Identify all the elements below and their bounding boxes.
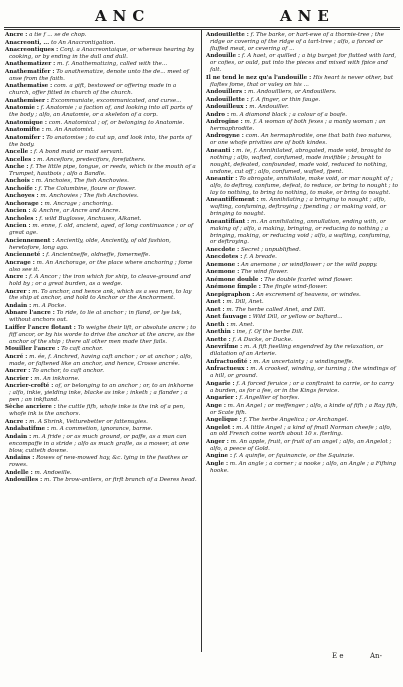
dictionary-entry: [206, 53, 398, 74]
entry-headword: Anecdotes :: [206, 254, 243, 261]
entry-headword: Anathematise :: [5, 83, 53, 90]
dictionary-entry: [206, 329, 398, 336]
dictionary-entry: [5, 426, 197, 433]
entry-definition: To caft anchor.: [61, 346, 103, 353]
entry-definition: To anatomise ; to cut up, and look into, the parts of the body.: [9, 134, 192, 148]
entry-headword: Anathematizer :: [5, 61, 56, 68]
entry-definition: An excrement of heavens, or windes.: [256, 291, 361, 298]
dictionary-entry: [206, 322, 398, 329]
entry-headword: Anchoife :: [5, 185, 37, 192]
dictionary-entry: [206, 219, 398, 247]
entry-definition: Rowes of new-mowed hay, &c. lying in the fwathes or rowes.: [9, 455, 188, 469]
entry-definition: f. A bond maid or maid servant.: [33, 149, 124, 156]
entry-definition: to An Anacrontigation.: [50, 39, 116, 46]
entry-definition: m. To anchor, and hence ank, which as a sea men, to lay the ship at anchor, and hold to Anchor or the Anchorment.: [9, 288, 192, 302]
entry-definition: f. Ancientneffe, oldneffe, fomerneffe.: [46, 252, 151, 259]
entry-headword: Ancre :: [5, 274, 28, 281]
dictionary-entry: [5, 208, 197, 215]
entry-definition: f. A haet, or quilled ; a big burget for flutted with lard, or cofies, or ould, put into the pieces and mixed with fpice and falt.: [210, 53, 397, 74]
entry-headword: Anevrifme :: [206, 344, 243, 351]
entry-headword: Anatomique :: [5, 119, 47, 126]
header-rule: [4, 27, 400, 28]
dictionary-entry: [206, 403, 398, 417]
dictionary-entry: [206, 133, 398, 147]
dictionary-entry: [5, 61, 197, 68]
entry-definition: m. The brow-antlers, or firft branch of a Deeres head.: [44, 477, 197, 484]
entry-definition: f. The Columbine, floure or flower.: [38, 185, 136, 192]
dictionary-entry: [206, 262, 398, 269]
dictionary-entry: [206, 89, 398, 96]
entry-headword: Anatomie :: [5, 105, 39, 112]
dictionary-entry: [5, 383, 197, 404]
entry-headword: Anacreonti, ...: [5, 39, 50, 46]
dictionary-entry: [5, 98, 197, 105]
entry-definition: m. A diamond black ; a colour of a boafe.: [230, 111, 348, 118]
dictionary-entry: [5, 40, 197, 47]
entry-definition: f. wild Buglosse, Anchuses, Alkanet.: [39, 215, 142, 222]
entry-definition: m. Dill, Anet.: [226, 299, 264, 306]
dictionary-entry: [5, 149, 197, 156]
dictionary-entry: [5, 404, 197, 418]
entry-headword: Anecdote :: [206, 246, 240, 253]
entry-definition: f. Anatomie ; a faction of, and looking into all parts of the body ; alfo, an Anatomie, or a skeleton of a corp.: [9, 105, 193, 119]
entry-definition: m. Ancrage ; anchoring.: [44, 200, 113, 207]
entry-definition: f. Angellier of horfes.: [239, 395, 300, 402]
entry-headword: Anathematifer :: [5, 68, 55, 75]
dictionary-entry: [5, 164, 197, 178]
entry-headword: Angelique :: [206, 417, 242, 424]
entry-headword: Anémone fimple :: [206, 284, 261, 291]
entry-headword: Angarie :: [206, 380, 235, 387]
entry-headword: Il ne tend le nez qu'a l'andouille :: [206, 74, 312, 81]
entry-headword: Aneanti :: [206, 147, 235, 154]
dictionary-entry: [5, 223, 197, 237]
entry-headword: Anet :: [206, 306, 225, 313]
dictionary-entry: [206, 75, 398, 89]
entry-definition: m. Andoeille.: [34, 469, 72, 476]
entry-headword: Aneantiffant :: [206, 218, 250, 225]
dictionary-entry: [206, 417, 398, 424]
dictionary-entry: [5, 260, 197, 274]
entry-definition: f. A forced feruice ; or a conftraint to carrie, or to carry a burden, as for a fee, or in the Kings fervice.: [210, 380, 394, 394]
dictionary-entry: [5, 252, 197, 259]
entry-definition: To anchor, to caft anchor.: [32, 368, 104, 375]
entry-headword: Anémone double :: [206, 276, 263, 283]
dictionary-entry: [5, 69, 197, 83]
entry-definition: of, or belonging to an anchor ; or, to an inkhorne ; alfo, inkie, yielding inke, blacke as inke ; inketh ; a flander ; a pen ; an inkftand.: [9, 383, 194, 403]
entry-definition: ine, f. Of the herbe Dill.: [236, 329, 304, 336]
entry-headword: Abnare l'ancre :: [5, 310, 55, 317]
dictionary-entry: [5, 238, 197, 252]
entry-headword: Anatomifer :: [5, 134, 45, 141]
entry-headword: Ancre :: [5, 418, 28, 425]
header-rule-double: [4, 29, 400, 30]
entry-definition: m. Andouiller.: [249, 104, 289, 111]
dictionary-entry: [206, 359, 398, 366]
dictionary-entry: [5, 193, 197, 200]
dictionary-entry: [5, 434, 197, 455]
entry-headword: Andains :: [5, 455, 35, 462]
entry-definition: Wild Dill, or yellow or baftard...: [252, 314, 343, 321]
entry-headword: Andouilleux :: [206, 104, 248, 111]
dictionary-entry: [5, 419, 197, 426]
entry-headword: Androgyne :: [206, 133, 244, 140]
dictionary-entry: [206, 284, 398, 291]
dictionary-entry: [5, 83, 197, 97]
running-header: [0, 5, 403, 27]
entry-headword: Ancrier-crofté :: [5, 383, 54, 390]
entry-definition: Secret ; unpublifhed.: [240, 246, 301, 253]
entry-definition: & Anchre, ar Ancre and Ancre.: [32, 208, 121, 215]
entry-definition: m. f. A woman of both fexes ; a manly woman ; an hermaphrodite.: [210, 119, 386, 132]
entry-definition: m. 𝑓. Anathematizing, called with the...: [56, 61, 168, 68]
entry-headword: Ancrer :: [5, 288, 31, 295]
entry-definition: m. ée, f. Anchred, having caft anchor ; or at anchor ; alfo, made, or faftened like an anchor, and hence, Crosse ancrée.: [9, 353, 193, 367]
dictionary-entry: [206, 366, 398, 380]
entry-definition: His heart is never other, but flaftes fome, that or vuley on his ...: [210, 74, 394, 88]
entry-headword: Anacreontiques :: [5, 47, 59, 53]
entry-definition: m. A Pocke.: [32, 302, 67, 309]
entry-headword: Angelot :: [206, 424, 235, 431]
entry-headword: Anemone :: [206, 261, 240, 268]
dictionary-entry: [5, 32, 197, 39]
entry-headword: Andro :: [206, 111, 230, 118]
entry-definition: To anathematize, denote unto the de... meet of anse from the faith.: [9, 68, 189, 82]
entry-headword: Anfractueux :: [206, 366, 249, 373]
entry-definition: m. The herbe called Anet, and Dill.: [226, 306, 326, 313]
entry-headword: Angine :: [206, 453, 233, 460]
entry-definition: f. A Ducke, or Ducke.: [232, 336, 293, 343]
entry-headword: Ancrier :: [5, 375, 33, 382]
entry-headword: Andouillers :: [206, 89, 247, 96]
dictionary-entry: [206, 97, 398, 104]
entry-definition: m. Anchoies, The fish Anchovies.: [35, 178, 129, 185]
dictionary-entry: [5, 354, 197, 368]
entry-definition: m. An Anatomist.: [45, 127, 95, 134]
entry-headword: Ancelles :: [5, 156, 36, 163]
entry-headword: Anathemiser :: [5, 97, 49, 104]
dictionary-entry: [206, 439, 398, 453]
entry-headword: Andouilles :: [5, 477, 43, 484]
entry-definition: m. A commetion, ignorance, barme.: [50, 426, 153, 433]
entry-definition: f. A breade.: [244, 254, 277, 261]
entry-headword: Ancholes :: [5, 215, 38, 222]
entry-definition: To weighe their lift, or absolute ancre ; to fiff ancor, or by his worde to drive the anchor at the ancre, as the anchor of the ship ; there all other men made ther fails.: [9, 324, 196, 345]
dictionary-entry: [206, 425, 398, 439]
entry-headword: Androgine :: [206, 119, 243, 126]
entry-headword: Andain :: [5, 433, 32, 440]
entry-definition: m. A fift fwelling engendred by the relaxation, or dilatation of an Arterie.: [210, 344, 383, 358]
dictionary-entry: [5, 157, 197, 164]
dictionary-entry: [206, 292, 398, 299]
entry-definition: m. A Shrink, Vetturebetter or fattenugies.: [29, 418, 148, 425]
entry-definition: com. Anatomical ; of, or belonging to Anatomie.: [48, 119, 185, 126]
entry-definition: Excommuniate, excommunicated, and curse...: [50, 97, 182, 104]
entry-headword: Ancrage :: [5, 259, 35, 266]
entry-definition: To ride, to lie at anchor ; in fland, or lye tsk, without anchors out.: [9, 310, 182, 324]
entry-headword: Sèche ancriere :: [5, 404, 56, 411]
entry-headword: Anchorage :: [5, 200, 43, 207]
dictionary-entry: [5, 477, 197, 484]
dictionary-entry: [206, 337, 398, 344]
signature-mark: E e: [332, 652, 344, 660]
entry-definition: Anciently, olde, Anciently, of old fashion, heretofore, long ago.: [9, 237, 171, 251]
dictionary-entry: [5, 186, 197, 193]
entry-definition: m. Annihilating ; a bringing to nought ; alfo, wafting, confuming, deftroying ; fpending ; or making void, or bringing to nought.: [210, 197, 387, 218]
column-divider: [201, 30, 202, 652]
entry-headword: Andelle :: [5, 469, 33, 476]
dictionary-entry: [206, 381, 398, 395]
entry-headword: Andain :: [5, 302, 32, 309]
dictionary-entry: [5, 325, 197, 346]
dictionary-entry: [5, 120, 197, 127]
entry-definition: m. A fride ; or as much ground, or paffe, as a man can encompaffe in a stride ; alfo as much grafle, as a mower, at one blow, cutteth downe.: [9, 433, 189, 454]
entry-definition: The wind flower.: [241, 269, 289, 276]
entry-definition: m. Anceflors, predecifors, forefathers.: [37, 156, 146, 163]
dictionary-entry: [206, 344, 398, 358]
entry-definition: the cuttle fifh, whofe inke is the ink of a pen, whofe ink is the anchors.: [9, 404, 185, 418]
entry-definition: m. An apple, fruit, or fruit of an angel ; alfo, an Angelot ; alfo, a peece of Gold.: [210, 438, 392, 452]
entry-definition: m. A crooked, winding, or turning ; the windings of a hill, or ground.: [210, 366, 396, 380]
dictionary-entry: [5, 201, 197, 208]
entry-headword: Anet :: [206, 299, 225, 306]
entry-headword: Andouille :: [206, 53, 241, 60]
entry-headword: Aneth :: [206, 321, 229, 328]
dictionary-entry: [206, 247, 398, 254]
dictionary-entry: [206, 104, 398, 111]
dictionary-entry: [206, 112, 398, 119]
dictionary-entry: [206, 254, 398, 261]
entry-definition: m. An Anchorage, or the place where anchoring ; fome also see it.: [9, 259, 193, 273]
dictionary-entry: [5, 470, 197, 477]
entry-definition: m. Anchovies ; The fish Anchovies.: [40, 193, 139, 200]
dictionary-entry: [5, 135, 197, 149]
entry-definition: com. An hermaphrodite, one that bath two natures, or one whofe privities are of both kindes.: [210, 133, 392, 147]
dictionary-entry: [5, 105, 197, 119]
dictionary-entry: [206, 307, 398, 314]
entry-definition: m. An annihilating, annullation, ending with, or making of ; alfo, a making, bringing, or reducing to nothing ; a bringing, making, or reducing void ; alfo, a wafting, confuming, or deftroying.: [210, 218, 391, 246]
dictionary-entry: [206, 395, 398, 402]
dictionary-entry: [5, 368, 197, 375]
entry-definition: To abrogate, annihilate, make void, or mar nought of ; alfo, to deftroy, confume, defeat, to reduce, or bring to nought ; to lay to nothing, to bring to nothing, to make, or bring to nought.: [210, 176, 398, 196]
entry-headword: Ancien :: [5, 208, 31, 215]
dictionary-entry: [5, 216, 197, 223]
entry-definition: com. a gift, bestowed or offering made in a church, offer fitted in church of the church.: [9, 83, 177, 97]
entry-definition: f. The barke, or hart-ewe of a thornie-tree ; the ridge or covering of the ridge of a tart-tree ; alfo, a forced or fluffed meat, or cevering of ...: [210, 32, 384, 52]
entry-headword: Anche :: [5, 164, 29, 171]
dictionary-entry: [5, 289, 197, 303]
dictionary-entry: [5, 127, 197, 134]
entry-headword: Anger :: [206, 438, 229, 445]
entry-definition: m. enne, f. old, ancient, aged, of long continuance ; or of great age.: [9, 223, 194, 237]
entry-definition: The double fcarlet wind flower.: [264, 276, 353, 283]
right-column: [206, 32, 398, 652]
entry-headword: Ancelle :: [5, 149, 33, 156]
dictionary-entry: [5, 310, 197, 324]
entry-headword: Anfractuofité :: [206, 358, 252, 365]
entry-headword: Anatomifte :: [5, 127, 44, 134]
dictionary-entry: [206, 197, 398, 218]
entry-definition: m. An uncertainty ; a windingneffe.: [253, 358, 354, 365]
entry-headword: Anet fauvage :: [206, 314, 251, 321]
entry-definition: m. An Angel ; or meffenger ; alfo, a kinde of fifh ; a Ray fifh, or Scate fifh.: [210, 402, 398, 416]
header-right-word: ANE: [280, 7, 335, 25]
dictionary-entry: [5, 178, 197, 185]
dictionary-entry: [5, 376, 197, 383]
entry-definition: m. Anet.: [230, 321, 255, 328]
entry-headword: Ancré :: [5, 353, 28, 360]
dictionary-entry: [206, 277, 398, 284]
entry-headword: Angle :: [206, 460, 229, 467]
entry-headword: Anette :: [206, 336, 231, 343]
entry-headword: Anemone :: [206, 269, 240, 276]
entry-headword: Anciennement :: [5, 237, 55, 244]
header-left-word: ANC: [95, 7, 151, 25]
entry-headword: Laiffer l'ancre flotant :: [5, 324, 76, 331]
dictionary-entry: [206, 119, 398, 133]
entry-headword: Anethin :: [206, 329, 235, 336]
entry-headword: Andouillette :: [206, 32, 249, 38]
entry-headword: Anchois :: [5, 178, 34, 185]
dictionary-entry: [206, 176, 398, 197]
dictionary-entry: [206, 461, 398, 475]
catchword: An-: [370, 652, 382, 660]
entry-definition: f. A quinfie, or fquinancie, or the Squinzie.: [233, 453, 355, 460]
entry-definition: Conj. a Anacreontaique, or whereas hearing by cooking, or by ending in the dull and dull.: [9, 47, 194, 60]
entry-definition: f. The little pipe, tongue, or reeds, which is the mouth of a Trumpet, hautbois ; alfo a Bandle.: [9, 164, 196, 177]
dictionary-entry: [5, 274, 197, 288]
entry-headword: Anepigraphon :: [206, 291, 255, 298]
entry-definition: f. The herbe Angelica ; or Archangel.: [243, 417, 349, 424]
entry-definition: a tie 𝑓 ... se de chop.: [29, 32, 87, 38]
entry-definition: f. A finger, or thin fauge.: [250, 96, 321, 103]
entry-headword: Aneantir :: [206, 176, 238, 183]
entry-definition: m. ie, f. Annihilated, abrogated, made void, brought to nothing ; alfo, wafted, confumed, made invifible ; brought to nought, defeated, confounded, made void, reduced to nothing, undone, cut off ; alfo, confumed, wafted, fpent.: [210, 147, 391, 175]
left-column: [5, 32, 197, 652]
entry-definition: The fingle wind-flower.: [262, 284, 328, 291]
entry-headword: Ancien :: [5, 223, 31, 230]
entry-headword: Mouiller l'ancre :: [5, 346, 60, 353]
entry-headword: Ancre :: [5, 32, 28, 38]
entry-definition: m. Andouilliers, or Andouillers.: [247, 89, 337, 96]
entry-headword: Ancrer :: [5, 368, 31, 375]
entry-headword: Angarier :: [206, 395, 238, 402]
entry-definition: An anemone ; or windflower ; or the wild poppy.: [241, 261, 378, 268]
dictionary-entry: [206, 269, 398, 276]
entry-headword: Andouillette :: [206, 96, 249, 103]
dictionary-entry: [5, 303, 197, 310]
entry-headword: Ange :: [206, 402, 226, 409]
entry-headword: Andabatifme :: [5, 426, 50, 433]
entry-headword: Ancienneté :: [5, 252, 45, 259]
entry-definition: m. An inkhorne.: [34, 375, 80, 382]
dictionary-entry: [5, 346, 197, 353]
dictionary-entry: [206, 32, 398, 53]
entry-definition: m. An angle ; a corner ; a nooke ; alfo, an Angle ; a Fifhing hooke.: [210, 460, 397, 474]
dictionary-entry: [206, 453, 398, 460]
dictionary-entry: [206, 314, 398, 321]
dictionary-entry: [5, 455, 197, 469]
dictionary-entry: [5, 47, 197, 61]
entry-definition: m. A little Angel ; a kind of fmall Norman cheefe ; alfo, an old French coine worth about 10 s. fterling.: [210, 424, 392, 438]
dictionary-entry: [206, 148, 398, 176]
entry-headword: Anchoyes :: [5, 193, 39, 200]
page-footer: [0, 650, 403, 680]
entry-headword: Aneantiffement :: [206, 197, 259, 204]
dictionary-entry: [206, 299, 398, 306]
entry-definition: f. A Ancor ; the iron which for ship, to cleave-ground and hold by ; or a great burden, as a wedge.: [9, 274, 191, 288]
